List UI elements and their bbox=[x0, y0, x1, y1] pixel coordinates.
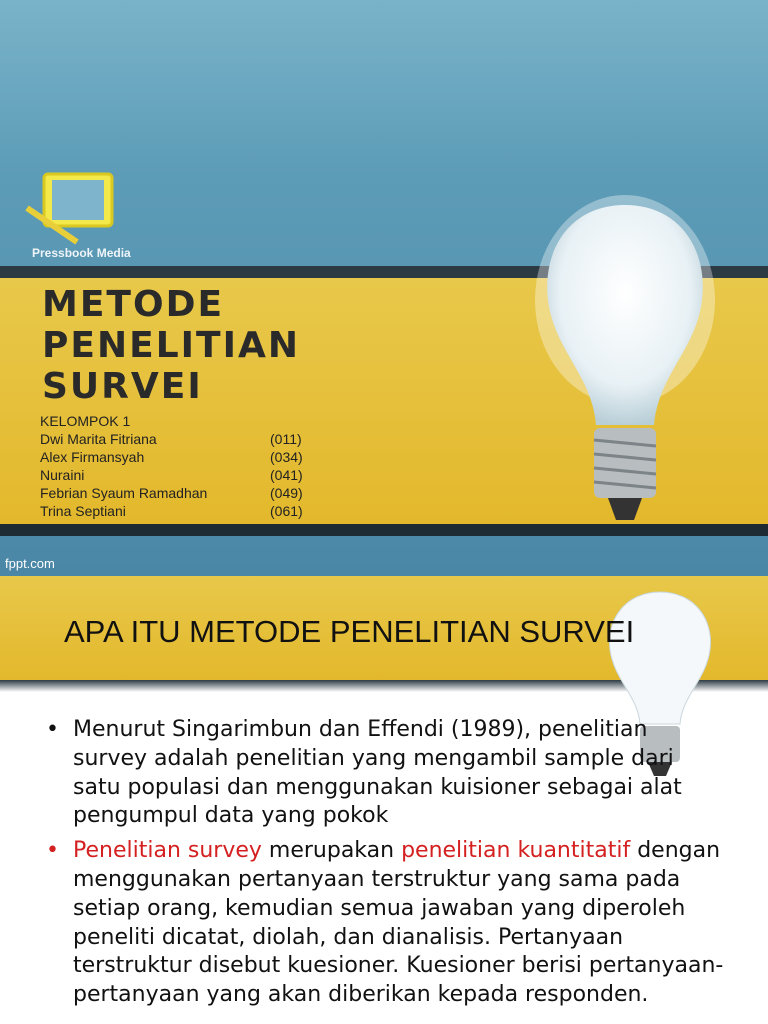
footer-text: fppt.com bbox=[5, 556, 55, 571]
slide-title: METODE PENELITIAN SURVEI bbox=[42, 284, 300, 407]
member-row: Dwi Marita Fitriana (011) bbox=[40, 431, 302, 447]
group-members bbox=[40, 412, 340, 520]
group-label: KELOMPOK 1 bbox=[40, 413, 131, 429]
bullet-item: • Menurut Singarimbun dan Effendi (1989), penelitian survey adalah penelitian yang mengambil sample dari satu populasi dan menggunakan kuisioner sebagai alat pengumpul data yang pokok bbox=[46, 716, 726, 831]
light-bulb-icon bbox=[530, 190, 720, 535]
member-row: Alex Firmansyah (034) bbox=[40, 449, 303, 465]
logo-text: Pressbook Media bbox=[32, 246, 131, 260]
member-row: Trina Septiani (061) bbox=[40, 503, 303, 519]
slide-heading: APA ITU METODE PENELITIAN SURVEI bbox=[64, 614, 635, 649]
member-row: Nuraini (041) bbox=[40, 467, 303, 483]
member-row: Febrian Syaum Ramadhan (049) bbox=[40, 485, 303, 501]
slide-body bbox=[46, 716, 726, 1016]
bullet-item: • Penelitian survey merupakan penelitian kuantitatif dengan menggunakan pertanyaan terstruktur yang sama pada setiap orang, kemudian semua jawaban yang diperoleh peneliti dicatat, diolah, dan dianalisis. Pertanyaan terstruktur disebut kuesioner. Kuesioner berisi pertanyaan-pertanyaan yang akan diberikan kepada responden. bbox=[46, 837, 726, 1010]
clipboard-logo-icon bbox=[22, 168, 122, 248]
